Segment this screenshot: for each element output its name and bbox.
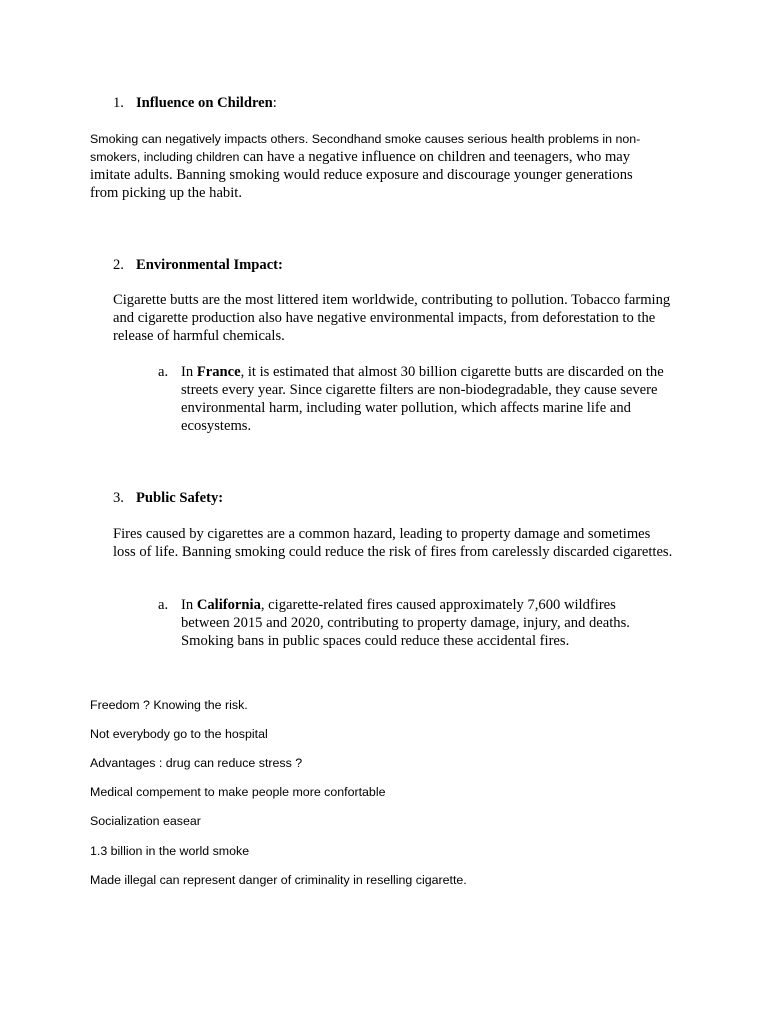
section-1-title: Influence on Children (136, 95, 273, 111)
section-1-heading (113, 94, 277, 112)
section-2-subitem (158, 363, 678, 435)
section-3-title: Public Safety: (136, 490, 224, 506)
section-3-sub-bold: California (196, 597, 261, 613)
section-1-title-suffix: : (272, 95, 277, 111)
section-2-title: Environmental Impact: (136, 257, 283, 273)
section-3-sub-rest: , cigarette-related fires caused approximately 7,600 wildfires between 2015 and 2020, contributing to property damage, injury, and deaths. Smoking bans in public spaces could reduce these accidental fires. (181, 597, 630, 649)
section-3-subitem (158, 596, 658, 650)
note-line: Not everybody go to the hospital (90, 727, 268, 741)
section-1-number: 1. (113, 95, 124, 111)
section-3-sub-prefix: In (181, 597, 197, 613)
note-line: Advantages : drug can reduce stress ? (90, 756, 303, 770)
section-3-sub-text (181, 596, 658, 650)
section-2-sub-prefix: In (181, 364, 197, 380)
note-line: Medical compement to make people more confortable (90, 785, 386, 799)
note-line: Made illegal can represent danger of criminality in reselling cigarette. (90, 873, 467, 887)
section-2-sub-text (181, 363, 678, 435)
section-2-heading (113, 256, 283, 274)
section-1-para-sans: Smoking can negatively impacts others. Secondhand smoke causes serious health problems in non-smokers, including children (90, 132, 641, 164)
section-2-sub-rest: , it is estimated that almost 30 billion cigarette butts are discarded on the streets every year. Since cigarette filters are non-biodegradable, they cause severe environmental harm, including water pollution, which affects marine life and ecosystems. (181, 364, 664, 434)
note-line: 1.3 billion in the world smoke (90, 844, 250, 858)
section-2-sub-bold: France (196, 364, 241, 380)
section-2-number: 2. (113, 257, 124, 273)
section-3-paragraph: Fires caused by cigarettes are a common hazard, leading to property damage and sometimes loss of life. Banning smoking could reduce the risk of fires from carelessly discarded cigarettes. (113, 526, 673, 560)
section-1-para-serif: can have a negative influence on children and teenagers, who may imitate adults. Banning smoking would reduce exposure and discourage younger generations from picking up the habit. (90, 149, 633, 201)
section-3-number: 3. (113, 490, 124, 506)
section-3-sub-letter: a. (158, 597, 169, 613)
section-1-paragraph (90, 130, 662, 202)
section-2-sub-letter: a. (158, 364, 169, 380)
note-line: Freedom ? Knowing the risk. (90, 698, 248, 712)
section-2-paragraph: Cigarette butts are the most littered item worldwide, contributing to pollution. Tobacco farming and cigarette production also have negative environmental impacts, from deforestation to the release of harmful chemicals. (113, 292, 671, 344)
section-3-heading (113, 489, 223, 507)
note-line: Socialization easear (90, 814, 201, 828)
